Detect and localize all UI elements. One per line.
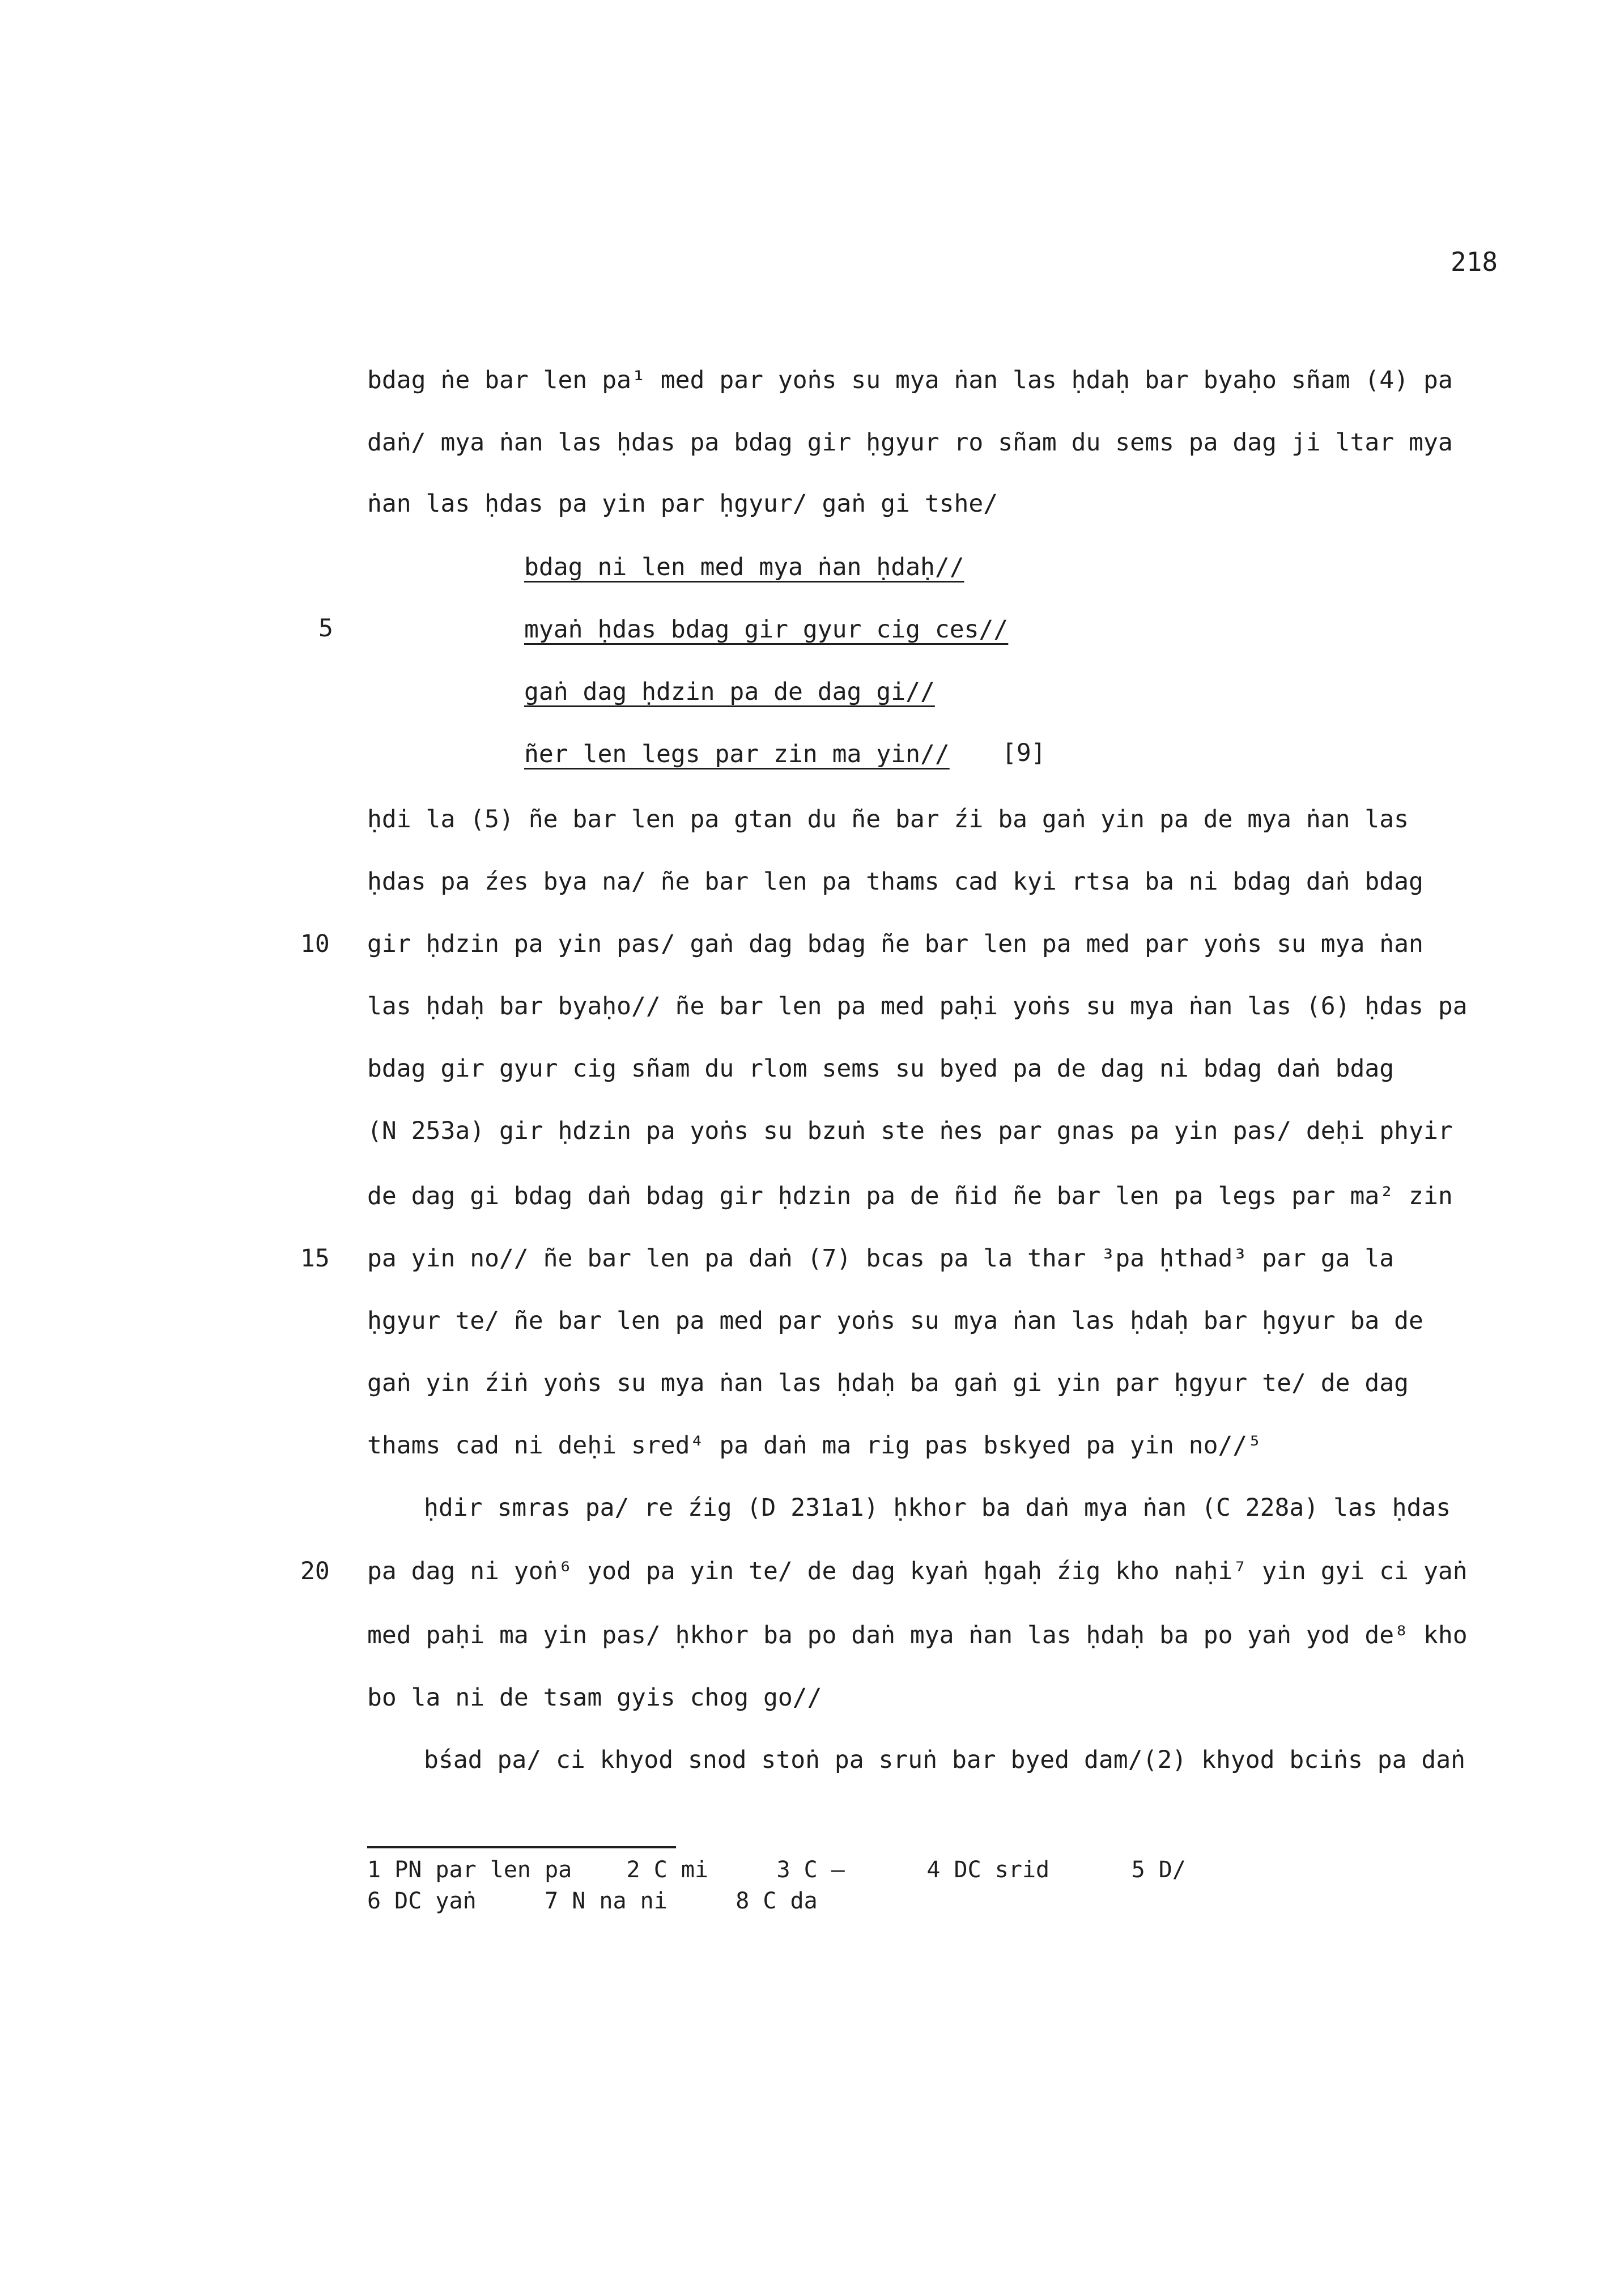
text-line: ṅan las ḥdas pa yin par ḥgyur/ gaṅ gi tshe/ [367, 490, 998, 518]
text-line: pa dag ni yoṅ⁶ yod pa yin te/ de dag kyaṅ ḥgaḥ źig kho naḥi⁷ yin gyi ci yaṅ [367, 1557, 1468, 1585]
text-line: de dag gi bdag daṅ bdag gir ḥdzin pa de ñid ñe bar len pa legs par ma² zin [367, 1182, 1453, 1210]
line-number: 10 [300, 930, 330, 958]
text-line: bo la ni de tsam gyis chog go// [367, 1683, 822, 1712]
footnote-line: 1 PN par len pa 2 C mi 3 C — 4 DC srid 5 D/ [367, 1857, 1186, 1883]
text-line: daṅ/ mya ṅan las ḥdas pa bdag gir ḥgyur ro sñam du sems pa dag ji ltar mya [367, 428, 1453, 457]
verse-reference: [9] [1002, 739, 1046, 767]
verse-line: bdag ni len med mya ṅan ḥdaḥ// [524, 553, 964, 581]
text-line: gaṅ yin źiṅ yoṅs su mya ṅan las ḥdaḥ ba gaṅ gi yin par ḥgyur te/ de dag [367, 1369, 1409, 1397]
text-line: ḥgyur te/ ñe bar len pa med par yoṅs su mya ṅan las ḥdaḥ bar ḥgyur ba de [367, 1307, 1423, 1335]
text-line: med paḥi ma yin pas/ ḥkhor ba po daṅ mya ṅan las ḥdaḥ ba po yaṅ yod de⁸ kho [367, 1621, 1468, 1649]
footnote-line: 6 DC yaṅ 7 N na ni 8 C da [367, 1888, 818, 1914]
line-number: 5 [318, 614, 333, 643]
line-number: 15 [300, 1244, 330, 1273]
text-line: ḥdas pa źes bya na/ ñe bar len pa thams cad kyi rtsa ba ni bdag daṅ bdag [367, 868, 1423, 896]
text-line: thams cad ni deḥi sred⁴ pa daṅ ma rig pas bskyed pa yin no//⁵ [367, 1431, 1262, 1460]
verse-line: myaṅ ḥdas bdag gir gyur cig ces// [524, 615, 1009, 644]
text-line: las ḥdaḥ bar byaḥo// ñe bar len pa med paḥi yoṅs su mya ṅan las (6) ḥdas pa [367, 992, 1468, 1021]
footnote-rule [367, 1846, 676, 1848]
text-line: (N 253a) gir ḥdzin pa yoṅs su bzuṅ ste ṅes par gnas pa yin pas/ deḥi phyir [367, 1117, 1453, 1145]
text-line: ḥdi la (5) ñe bar len pa gtan du ñe bar źi ba gaṅ yin pa de mya ṅan las [367, 805, 1409, 834]
text-line: pa yin no// ñe bar len pa daṅ (7) bcas pa la thar ³pa ḥthad³ par ga la [367, 1244, 1395, 1273]
text-line: gir ḥdzin pa yin pas/ gaṅ dag bdag ñe bar len pa med par yoṅs su mya ṅan [367, 930, 1423, 958]
verse-line: gaṅ dag ḥdzin pa de dag gi// [524, 678, 935, 706]
verse-line: ñer len legs par zin ma yin// [524, 740, 950, 768]
page-number: 218 [1451, 246, 1498, 277]
line-number: 20 [300, 1557, 330, 1585]
text-line: bśad pa/ ci khyod snod stoṅ pa sruṅ bar byed dam/(2) khyod bciṅs pa daṅ [424, 1746, 1466, 1774]
text-line: ḥdir smras pa/ re źig (D 231a1) ḥkhor ba daṅ mya ṅan (C 228a) las ḥdas [424, 1494, 1451, 1522]
text-line: bdag ṅe bar len pa¹ med par yoṅs su mya ṅan las ḥdaḥ bar byaḥo sñam (4) pa [367, 366, 1453, 394]
text-line: bdag gir gyur cig sñam du rlom sems su byed pa de dag ni bdag daṅ bdag [367, 1055, 1395, 1083]
